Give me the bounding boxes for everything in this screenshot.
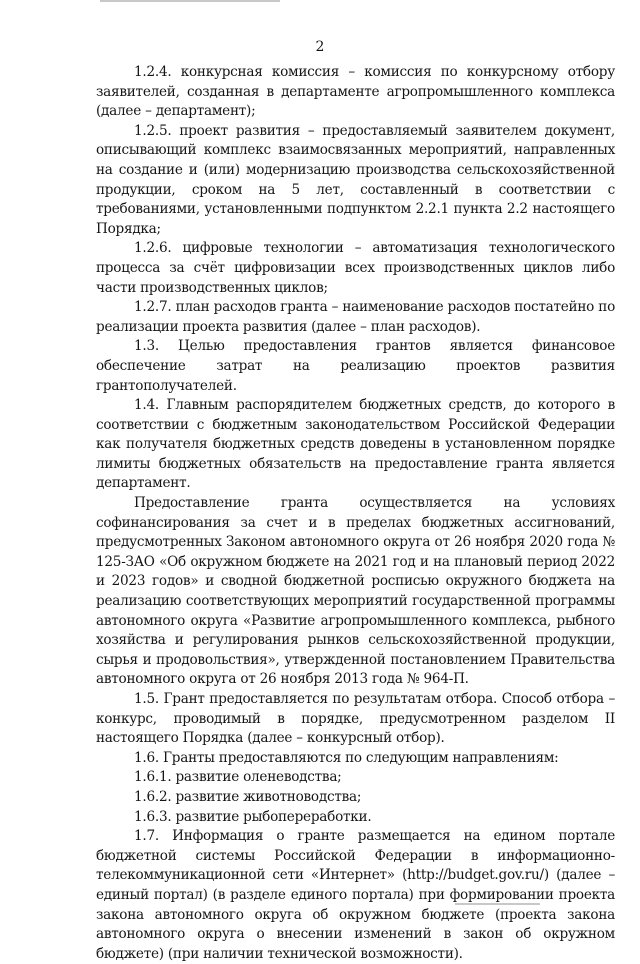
paragraph-1-6: 1.6. Гранты предоставляются по следующим направлениям: xyxy=(134,749,559,766)
list-item-1-6-3: 1.6.3. развитие рыбопереработки. xyxy=(134,808,372,825)
paragraph-cofinancing: Предоставление гранта осуществляется на условиях софинансирования за счет и в пределах бюджетных ассигнований, предусмотренных Законом автономного округа от 26 ноября 2020 года № 125-ЗАО «Об окружном бюджете на 2021 год и на плановый период 2022 и 2023 годов» и сводной бюджетной росписью окружного бюджета на реализацию соответствующих мероприятий государственной программы автономного округа «Развитие агропромышленного комплекса, рыбного хозяйства и регулирования рынков сельскохозяйственной продукции, сырья и продовольствия», утвержденной постановлением Правительства автономного округа от 26 ноября 2013 года № 964-П. xyxy=(96,495,615,688)
paragraph-1-3: 1.3. Целью предоставления грантов является финансовое обеспечение затрат на реализацию проектов развития грантополучателей. xyxy=(96,338,615,394)
document-body xyxy=(96,63,615,964)
scan-edge-line xyxy=(100,0,280,2)
paragraph-1-2-5: 1.2.5. проект развития – предоставляемый заявителем документ, описывающий комплекс взаимосвязанных мероприятий, направленных на создание и (или) модернизацию производства сельскохозяйственной продукции, сроком на 5 лет, составленный в соответствии с требованиями, установленными подпунктом 2.2.1 пункта 2.2 настоящего Порядка; xyxy=(96,122,615,237)
paragraph-1-2-4: 1.2.4. конкурсная комиссия – комиссия по конкурсному отбору заявителей, созданная в департаменте агропромышленного комплекса (далее – департамент); xyxy=(96,64,615,120)
list-item-1-6-2: 1.6.2. развитие животноводства; xyxy=(134,788,362,805)
paragraph-1-5: 1.5. Грант предоставляется по результатам отбора. Способ отбора – конкурс, проводимый в порядке, предусмотренном разделом II настоящего Порядка (далее – конкурсный отбор). xyxy=(96,691,615,747)
paragraph-1-2-7: 1.2.7. план расходов гранта – наименование расходов постатейно по реализации проекта развития (далее – план расходов). xyxy=(96,299,615,335)
list-item-1-6-1: 1.6.1. развитие оленеводства; xyxy=(134,769,342,786)
paragraph-1-7: 1.7. Информация о гранте размещается на едином портале бюджетной системы Российской Федерации в информационно-телекоммуникационной сети «Интернет» (http://budget.gov.ru/) (далее – единый портал) (в разделе единого портала) при формировании проекта закона автономного округа об окружном бюджете (проекта закона автономного округа о внесении изменений в закон об окружном бюджете) (при наличии технической возможности). xyxy=(96,828,615,962)
paragraph-1-2-6: 1.2.6. цифровые технологии – автоматизация технологического процесса за счёт цифровизации всех производственных циклов либо части производственных циклов; xyxy=(96,240,615,296)
page-number: 2 xyxy=(315,39,325,55)
paragraph-1-4: 1.4. Главным распорядителем бюджетных средств, до которого в соответствии с бюджетным законодательством Российской Федерации как получателя бюджетных средств доведены в установленном порядке лимиты бюджетных обязательств на предоставление гранта является департамент. xyxy=(96,397,615,492)
